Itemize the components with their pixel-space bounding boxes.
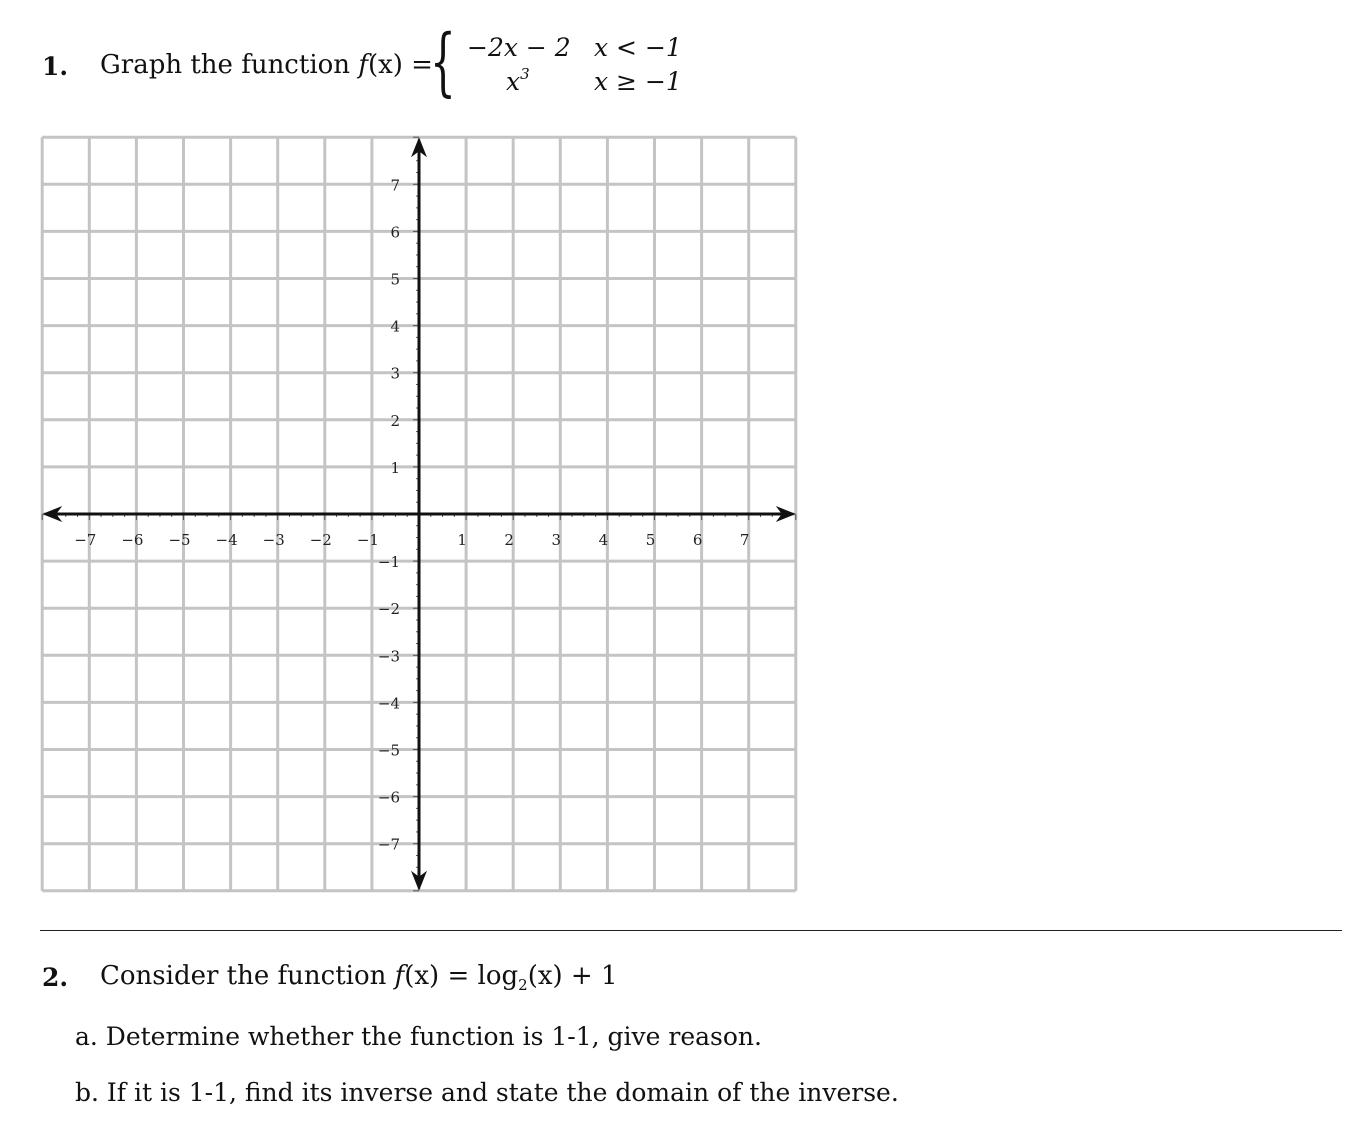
piecewise-case-2-base: x (506, 67, 521, 96)
problem-2-statement (100, 961, 618, 994)
problem-1-number: 1. (42, 52, 69, 81)
x-tick-label: −7 (74, 531, 97, 549)
x-tick-label: −6 (121, 531, 144, 549)
problem-2-function-variable: (x) (404, 961, 440, 991)
x-tick-label: −1 (356, 531, 379, 549)
piecewise-case-1-condition: x < −1 (594, 33, 682, 62)
y-tick-label: 4 (390, 317, 400, 336)
problem-1-prompt: Graph the function (100, 50, 351, 80)
y-tick-label: −7 (377, 835, 400, 854)
y-tick-label: 7 (390, 176, 400, 195)
problem-2-number: 2. (42, 963, 69, 992)
x-tick-label: −2 (309, 531, 332, 549)
problem-2-equals: = (447, 961, 470, 991)
piecewise-case-2-condition: x ≥ −1 (594, 67, 682, 96)
axes (42, 137, 796, 891)
x-tick-label: 2 (504, 531, 514, 549)
y-tick-label: 2 (390, 411, 400, 430)
y-tick-label: 3 (390, 364, 400, 383)
x-tick-label: −4 (215, 531, 238, 549)
x-tick-label: 7 (739, 531, 750, 549)
x-tick-label: 5 (645, 531, 656, 549)
problem-2-log-base: 2 (518, 976, 528, 994)
x-tick-label: 1 (457, 531, 467, 549)
y-tick-label: 5 (390, 270, 400, 289)
piecewise-case-2-exponent: 3 (520, 65, 530, 83)
y-tick-label: −6 (377, 788, 400, 807)
problem-2-function-name: f (394, 961, 405, 991)
y-tick-label: −1 (377, 553, 400, 572)
x-axis-tick-labels (74, 531, 749, 549)
x-tick-label: 4 (598, 531, 609, 549)
problem-2-part-b: b. If it is 1-1, find its inverse and state the domain of the inverse. (75, 1078, 899, 1107)
x-tick-label: 3 (551, 531, 562, 549)
y-tick-label: −2 (377, 600, 400, 619)
y-tick-label: −5 (377, 741, 400, 760)
section-divider (40, 930, 1342, 931)
problem-1-equals: = (411, 50, 433, 80)
problem-2-part-a: a. Determine whether the function is 1-1, give reason. (75, 1022, 762, 1051)
y-tick-label: −3 (377, 647, 400, 666)
x-tick-label: −5 (168, 531, 191, 549)
piecewise-brace: { (430, 19, 456, 105)
problem-1-function-variable: (x) (367, 50, 403, 80)
y-tick-label: −4 (377, 694, 400, 713)
x-tick-label: 6 (692, 531, 703, 549)
y-tick-label: 6 (390, 223, 400, 242)
x-tick-label: −3 (262, 531, 285, 549)
problem-1-function-name: f (358, 50, 368, 80)
problem-2-prompt: Consider the function (100, 961, 387, 991)
piecewise-case-1-expression: −2x − 2 (467, 33, 571, 62)
problem-2-log: log (477, 961, 519, 991)
problem-2-log-argument: (x) + 1 (527, 961, 618, 991)
y-tick-label: 1 (390, 458, 400, 477)
